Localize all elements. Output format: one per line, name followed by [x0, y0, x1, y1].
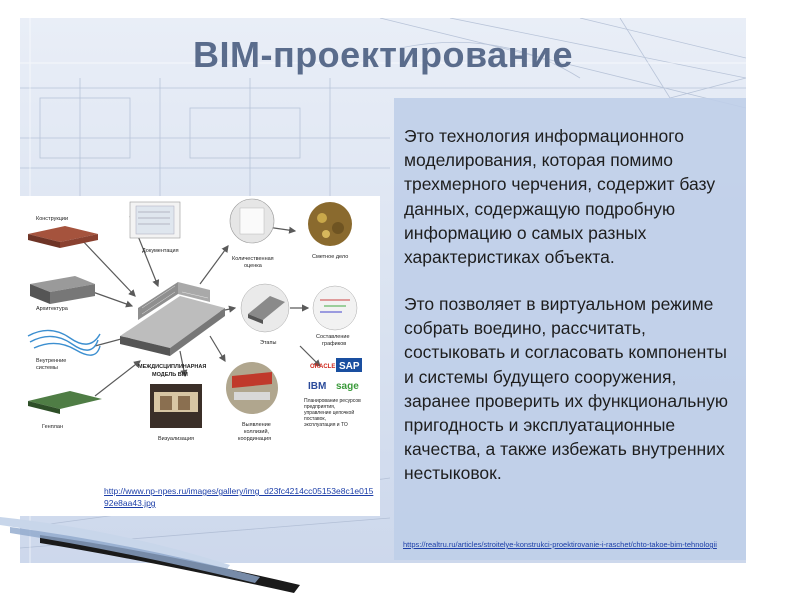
- schedule-label-1: Составление: [316, 334, 350, 340]
- internal-systems-label-2: системы: [36, 365, 58, 371]
- erp-label-4: поставок,: [304, 416, 326, 422]
- erp-label-3: управление цепочкой: [304, 410, 355, 416]
- schedule-image: [313, 286, 357, 330]
- architecture-label: Архитектура: [36, 306, 68, 312]
- structures-label: Конструкции: [36, 216, 69, 222]
- quantity-estimate-image: [230, 199, 274, 243]
- erp-label-1: Планирование ресурсов: [304, 398, 361, 404]
- bim-model-label-2: МОДЕЛЬ BIM: [152, 372, 188, 378]
- text-source-link[interactable]: https://realtru.ru/articles/stroitelye-konstrukci-proektirovanie-i-raschet/chto-takoe-bim-tehnologii: [403, 540, 717, 549]
- sage-logo: sage: [336, 381, 359, 392]
- collision-label-1: Выявление: [242, 422, 271, 428]
- visualization-label: Визуализация: [158, 436, 195, 442]
- architecture-image: [30, 276, 95, 304]
- structures-image: [28, 226, 98, 248]
- erp-label-5: эксплуатация и ТО: [304, 422, 348, 428]
- bim-diagram-panel: [20, 196, 380, 516]
- collision-label-2: коллизий,: [244, 429, 270, 435]
- svg-text:SAP: SAP: [339, 361, 360, 372]
- description-paragraph-1: Это технология информационного моделирования, которая помимо трехмерного черчения, содержит базу данных, содержащую подробную информацию о самых разных характеристиках объекта.: [404, 126, 716, 268]
- cost-estimate-image: [308, 202, 352, 246]
- description-panel: [394, 98, 746, 560]
- quantity-label-1: Количественная: [232, 256, 274, 262]
- stages-label: Этапы: [260, 340, 277, 346]
- schedule-label-2: графиков: [322, 341, 347, 347]
- slide-title: BIM-проектирование: [192, 34, 574, 75]
- collision-detection-image: [226, 362, 278, 414]
- slide: [20, 18, 746, 563]
- oracle-logo: ORACLE: [310, 364, 336, 370]
- image-source-link[interactable]: http://www.np-npes.ru/images/gallery/img_d23fc4214cc05153e8c1e01592e8aa43.jpg: [104, 486, 374, 508]
- bim-model-image: [120, 282, 225, 356]
- ibm-logo: IBM: [308, 381, 327, 392]
- stages-image: [241, 284, 289, 332]
- decorative-swoosh: [0, 505, 380, 600]
- site-plan-image: [28, 391, 102, 414]
- site-plan-label: Генплан: [42, 424, 63, 430]
- bim-diagram: [20, 196, 380, 476]
- internal-systems-label-1: Внутренние: [36, 358, 67, 364]
- documentation-label: Документация: [142, 248, 179, 254]
- quantity-label-2: оценка: [244, 263, 262, 269]
- erp-label-2: предприятия,: [304, 404, 336, 410]
- internal-systems-image: [28, 330, 100, 355]
- documentation-image: [130, 202, 180, 238]
- sap-logo: [336, 358, 362, 372]
- description-paragraph-2: Это позволяет в виртуальном режиме собрать воедино, рассчитать, состыковать и согласовать компоненты и системы будущего сооружения, заранее проверить их функциональную пригодность и эксплуатационные качества, а также избежать внутренних нестыковок.: [404, 294, 728, 484]
- cost-label: Сметное дело: [312, 254, 349, 260]
- collision-label-3: координация: [238, 436, 272, 442]
- bim-model-label-1: МЕЖДИСЦИПЛИНАРНАЯ: [138, 364, 207, 370]
- visualization-image: [150, 384, 202, 428]
